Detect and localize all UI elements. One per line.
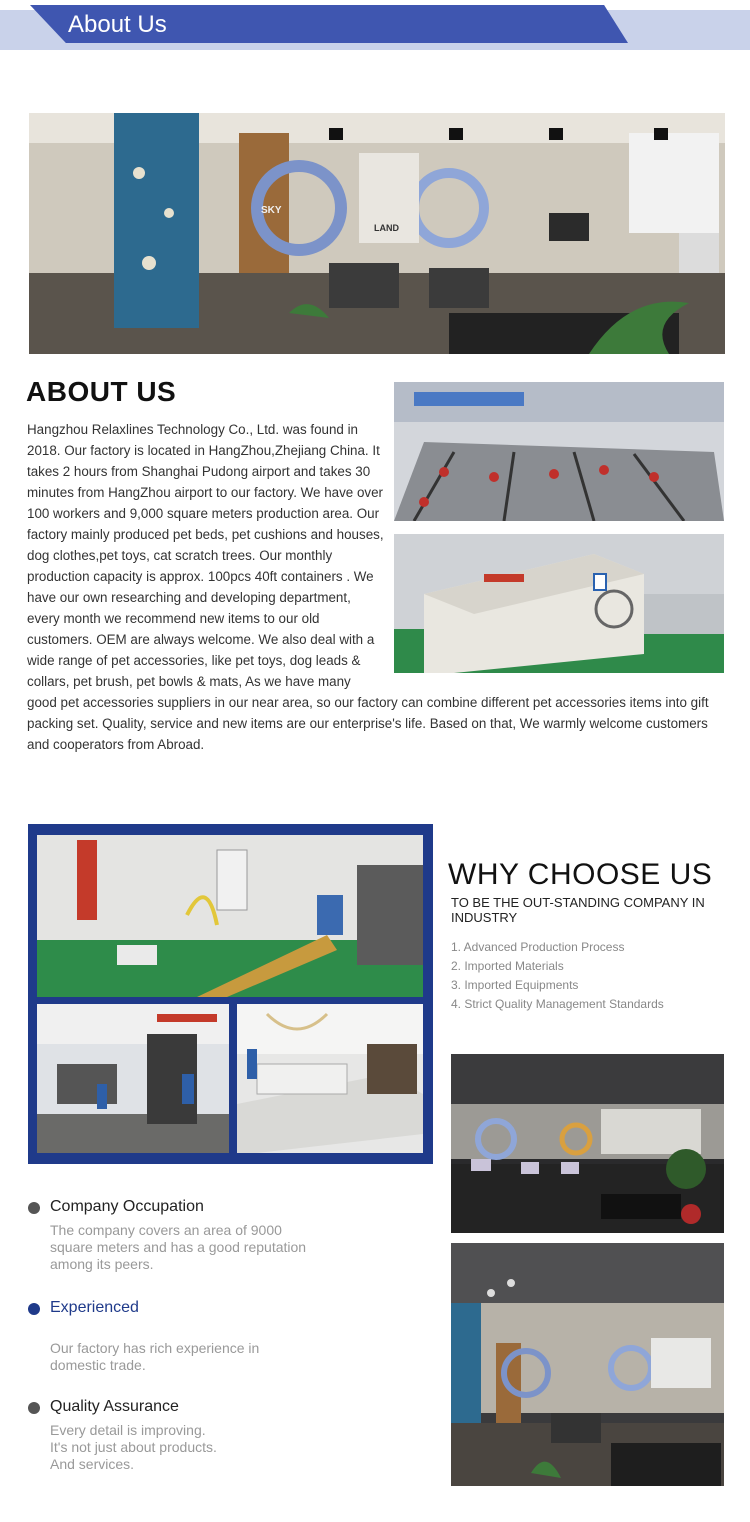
bullet-dot-icon	[28, 1402, 40, 1414]
feature-description: Every detail is improving. It's not just about products. And services.	[50, 1422, 217, 1472]
list-item: 3. Imported Equipments	[451, 978, 579, 992]
about-paragraph-text: Hangzhou Relaxlines Technology Co., Ltd. was found in 2018. Our factory is located in HangZhou,Zhejiang China. It takes 2 hours from Shanghai Pudong airport and takes 30 minutes from HangZhou airport to our factory. We have over 100 workers and 9,000 square meters production area. Our factory mainly produced pet beds, pet cushions and houses, dog clothes,pet toys, cat scratch trees. Our monthly production capacity is approx. 100pcs 40ft containers . We have our own researching and developing department, every month we recommend new items to our old customers. OEM are always welcome. We also deal with a wide range of pet accessories, like pet toys, dog leads & collars, pet brush, pet bowls & mats, As we have many good pet accessories suppliers in our near area, so our factory can combine different pet accessories items into gift packing set. Quality, service and new items are our enterprise's life. Based on that, We warmly welcome customers and cooperators from Abroad.	[27, 422, 709, 752]
factory-photo-press	[37, 1004, 229, 1153]
feature-quality-assurance	[28, 1398, 358, 1478]
factory-photo-workshop	[37, 835, 423, 997]
feature-company-occupation	[28, 1198, 358, 1278]
factory-photo-cutting	[237, 1004, 423, 1153]
office-sign-logo-text: SKY	[261, 205, 282, 216]
why-choose-us-list	[451, 938, 664, 1014]
feature-title: Quality Assurance	[50, 1398, 179, 1415]
list-item: 4. Strict Quality Management Standards	[451, 997, 664, 1011]
feature-title: Company Occupation	[50, 1198, 204, 1215]
office-photo-main	[29, 113, 725, 354]
bullet-dot-icon	[28, 1202, 40, 1214]
why-choose-us-title: WHY CHOOSE US	[448, 858, 713, 891]
feature-title: Experienced	[50, 1299, 139, 1316]
feature-description: The company covers an area of 9000 square meters and has a good reputation among its peers.	[50, 1222, 307, 1272]
bullet-dot-icon	[28, 1303, 40, 1315]
feature-description: Our factory has rich experience in domestic trade.	[50, 1340, 260, 1373]
about-paragraph	[27, 419, 722, 755]
feature-experienced	[28, 1299, 358, 1379]
office-sign-text: LAND	[374, 223, 399, 233]
about-heading: ABOUT US	[26, 376, 177, 407]
office-photo-workstations	[451, 1054, 724, 1233]
why-choose-us-subtitle: TO BE THE OUT-STANDING COMPANY IN INDUSTRY	[451, 895, 705, 925]
list-item: 1. Advanced Production Process	[451, 940, 625, 954]
page-title: About Us	[68, 11, 167, 38]
office-photo-hall	[451, 1243, 724, 1486]
list-item: 2. Imported Materials	[451, 959, 564, 973]
